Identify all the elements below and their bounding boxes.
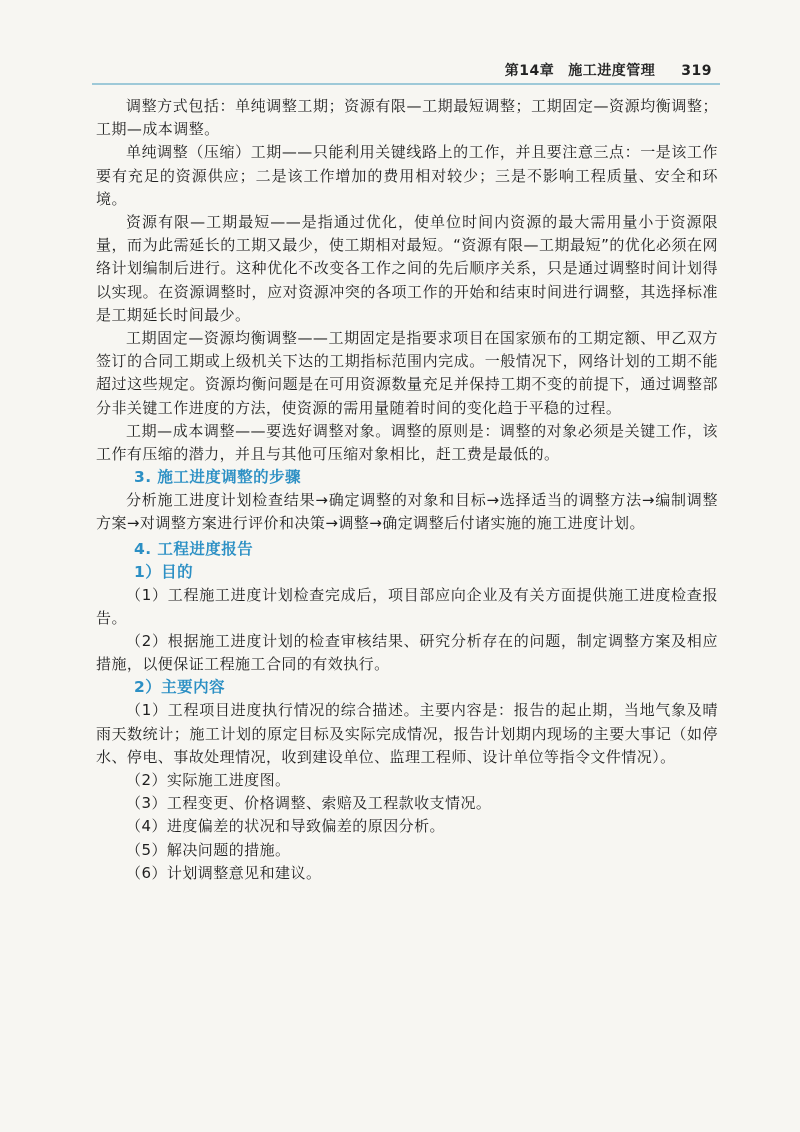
list-item: （5）解决问题的措施。 xyxy=(126,840,291,859)
list-item: （6）计划调整意见和建议。 xyxy=(126,863,322,882)
page-body xyxy=(96,95,718,885)
page-number: 319 xyxy=(681,63,712,79)
subheading-main-content: 2）主要内容 xyxy=(134,678,225,697)
list-item: （2）实际施工进度图。 xyxy=(126,771,291,790)
chapter-number: 第14章 xyxy=(504,63,555,79)
running-header xyxy=(505,60,712,80)
subheading-purpose: 1）目的 xyxy=(134,562,194,581)
list-item: （3）工程变更、价格调整、索赔及工程款收支情况。 xyxy=(126,794,492,813)
section-heading-progress-report: 4. 工程进度报告 xyxy=(134,539,254,558)
paragraph-simple-adjustment: 单纯调整（压缩）工期——只能利用关键线路上的工作，并且要注意三点：一是该工作要有充足的资源供应；二是该工作增加的费用相对较少；三是不影响工程质量、安全和环境。 xyxy=(96,143,718,208)
paragraph-resource-limited: 资源有限—工期最短——是指通过优化，使单位时间内资源的最大需用量小于资源限量，而为此需延长的工期又最少，使工期相对最短。“资源有限—工期最短”的优化必须在网络计划编制后进行。这种优化不改变各工作之间的先后顺序关系，只是通过调整时间计划得以实现。在资源调整时，应对资源冲突的各项工作的开始和结束时间进行调整，其选择标准是工期延长时间最少。 xyxy=(96,213,718,324)
section-heading-adjustment-steps: 3. 施工进度调整的步骤 xyxy=(134,468,301,487)
chapter-title: 施工进度管理 xyxy=(568,63,656,79)
header-rule xyxy=(92,83,720,85)
list-item: （1）工程项目进度执行情况的综合描述。主要内容是：报告的起止期，当地气象及晴雨天数统计；施工计划的原定目标及实际完成情况，报告计划期内现场的主要大事记（如停水、停电、事故处理情况，收到建设单位、监理工程师、设计单位等指令文件情况）。 xyxy=(96,701,718,766)
paragraph-purpose-2: （2）根据施工进度计划的检查审核结果、研究分析存在的问题，制定调整方案及相应措施，以便保证工程施工合同的有效执行。 xyxy=(96,632,718,674)
paragraph-purpose-1: （1）工程施工进度计划检查完成后，项目部应向企业及有关方面提供施工进度检查报告。 xyxy=(96,585,718,627)
paragraph-adjustment-methods: 调整方式包括：单纯调整工期；资源有限—工期最短调整；工期固定—资源均衡调整；工期—成本调整。 xyxy=(96,97,718,139)
paragraph-duration-cost: 工期—成本调整——要选好调整对象。调整的原则是：调整的对象必须是关键工作，该工作有压缩的潜力，并且与其他可压缩对象相比，赶工费是最低的。 xyxy=(96,421,718,464)
list-item: （4）进度偏差的状况和导致偏差的原因分析。 xyxy=(126,817,445,836)
page-header xyxy=(92,58,720,86)
paragraph-fixed-duration: 工期固定—资源均衡调整——工期固定是指要求项目在国家颁布的工期定额、甲乙双方签订的合同工期或上级机关下达的工期指标范围内完成。一般情况下，网络计划的工期不能超过这些规定。资源均衡问题是在可用资源数量充足并保持工期不变的前提下，通过调整部分非关键工作进度的方法，使资源的需用量随着时间的变化趋于平稳的过程。 xyxy=(96,329,718,417)
paragraph-adjustment-steps: 分析施工进度计划检查结果→确定调整的对象和目标→选择适当的调整方法→编制调整方案→对调整方案进行评价和决策→调整→确定调整后付诸实施的施工进度计划。 xyxy=(96,491,718,533)
content-list xyxy=(96,699,718,885)
